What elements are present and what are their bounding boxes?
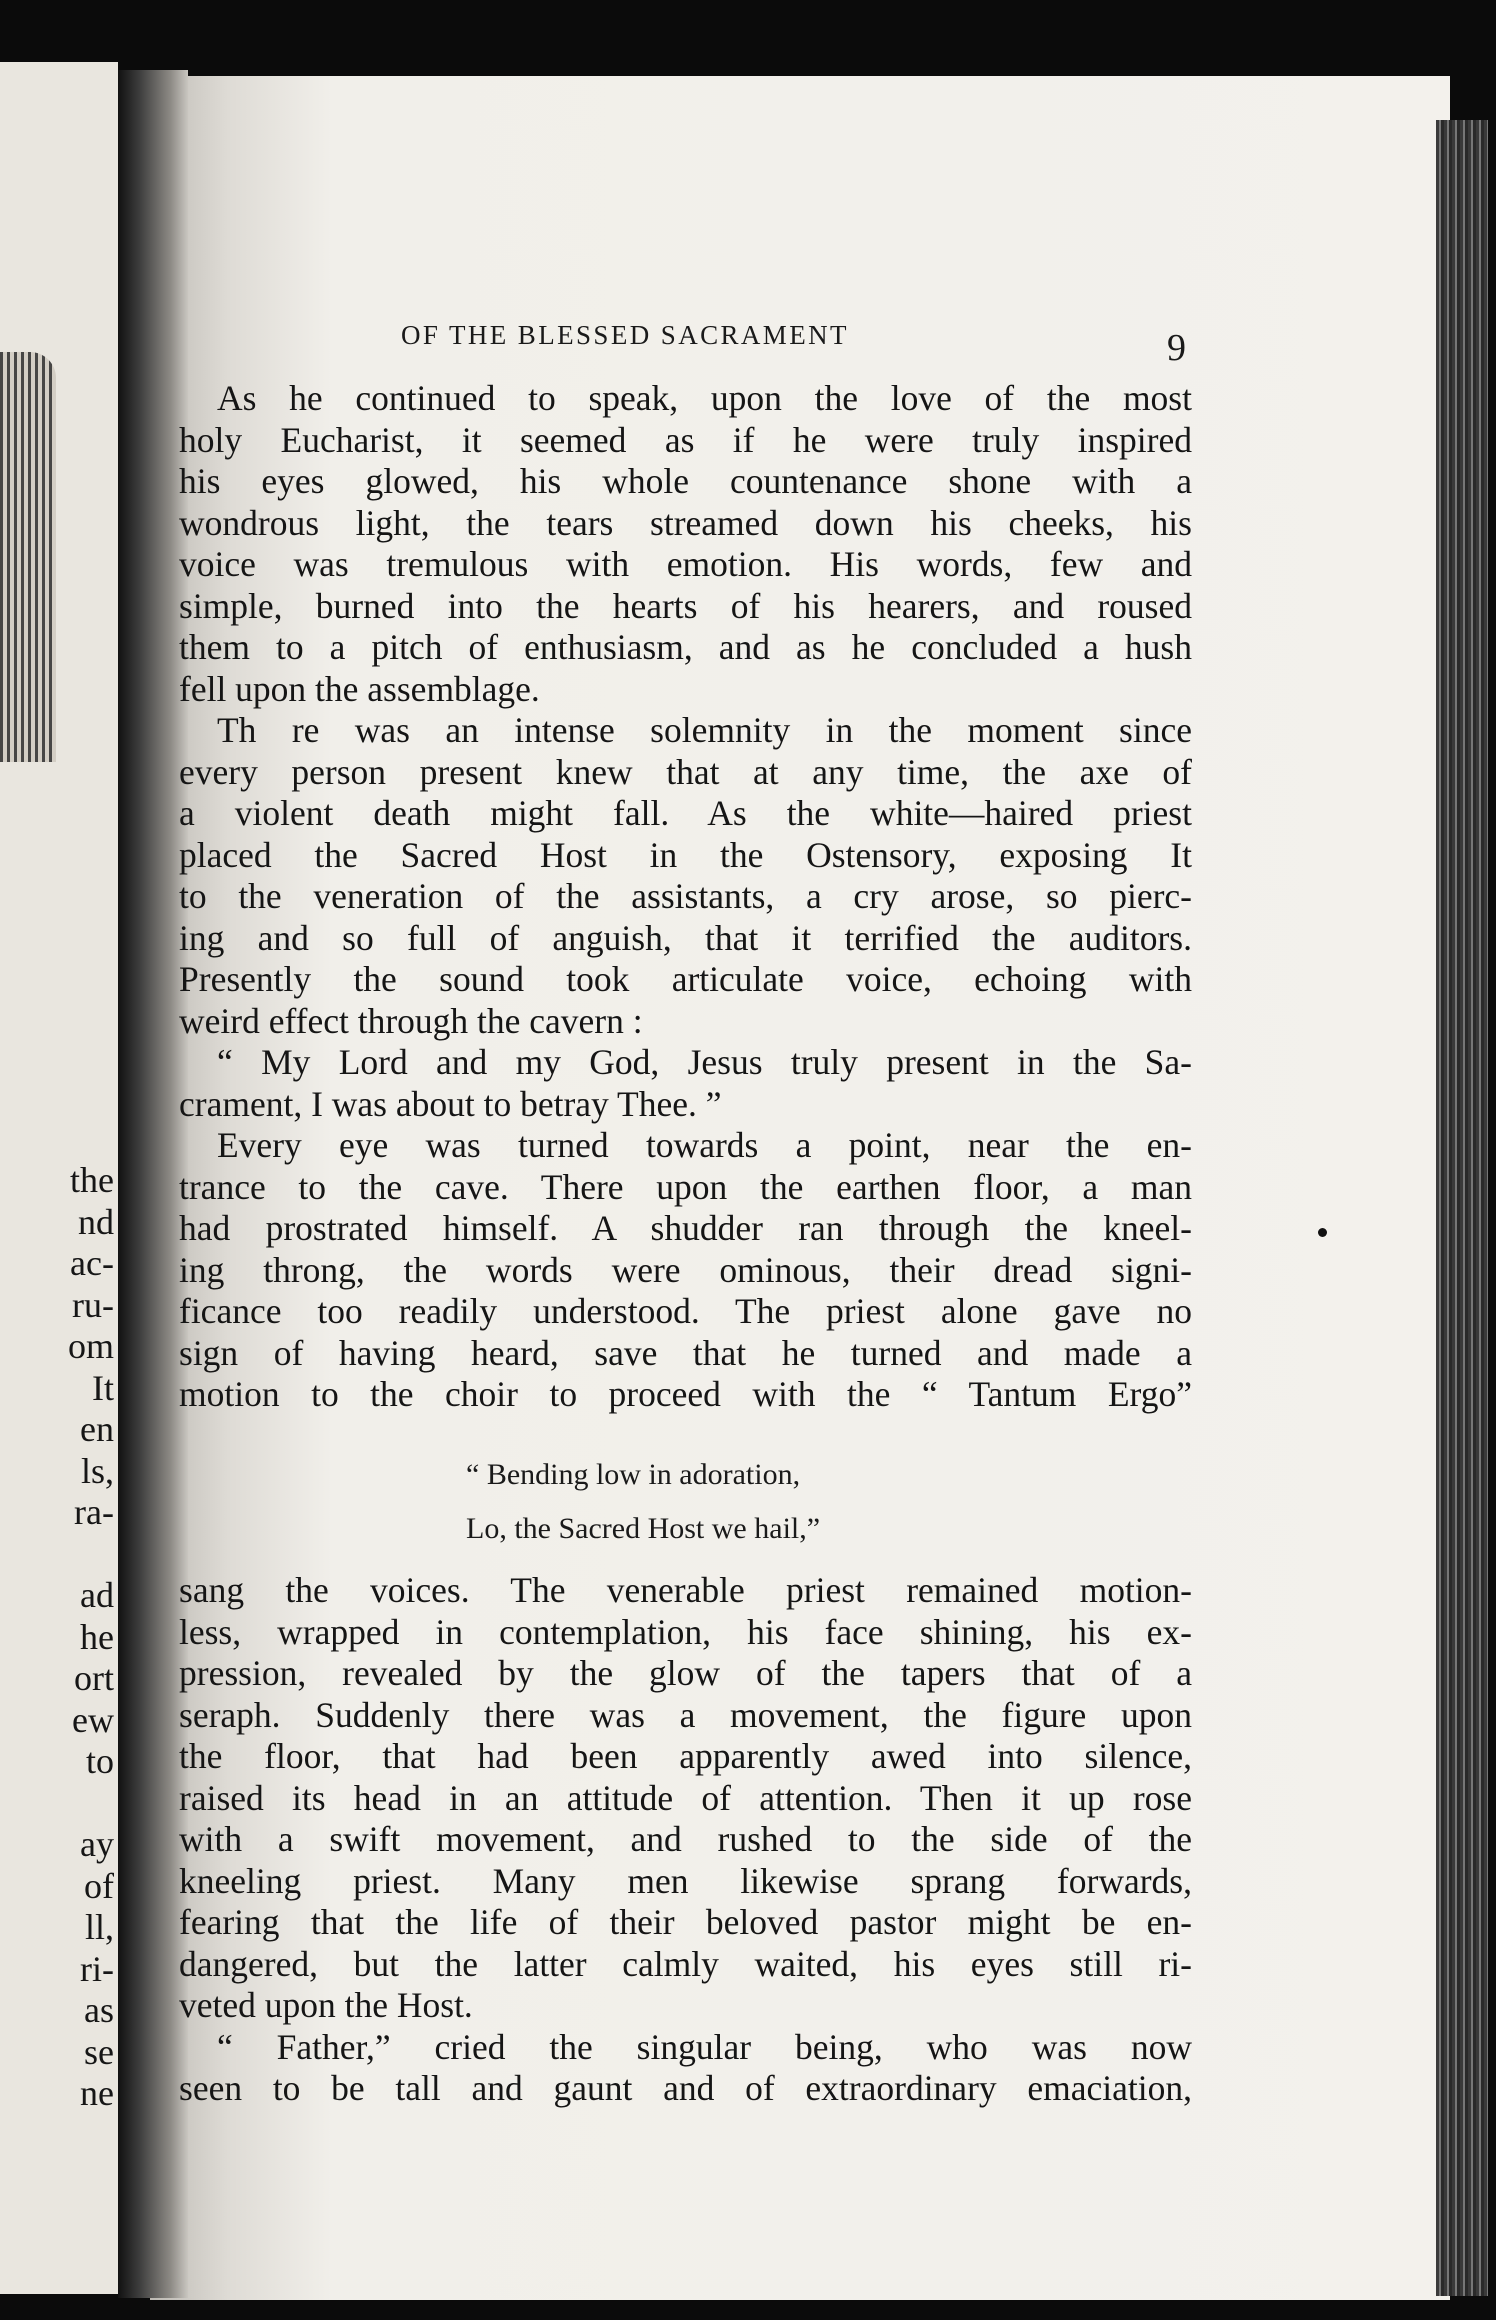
left-fragment: the [70,1160,114,1200]
left-page-text-fragments [68,1160,114,2115]
text-line: simple, burned into the hearts of his hearers, and roused [179,585,1192,626]
text-line: veted upon the Host. [179,1985,473,2025]
left-fragment: ls, [80,1450,114,1491]
text-line: “ My Lord and my God, Jesus truly present in the Sa- [217,1042,1192,1082]
text-line: “ Father,” cried the singular being, who was now [217,2026,1192,2067]
text-line: sang the voices. The venerable priest remained motion- [179,1570,1192,1610]
text-line: pression, revealed by the glow of the tapers that of a [179,1653,1192,1693]
text-line: kneeling priest. Many men likewise sprang forwards, [179,1860,1192,1901]
scan-speck [1318,1228,1327,1237]
text-line: ing throng, the words were ominous, their dread signi- [179,1249,1192,1290]
left-fragment: ay [80,1824,114,1864]
text-line: his eyes glowed, his whole countenance shone with a [179,461,1192,501]
text-line: ficance too readily understood. The priest alone gave no [179,1291,1192,1331]
text-line: seraph. Suddenly there was a movement, the figure upon [179,1694,1192,1735]
text-line: sign of having heard, save that he turned and made a [179,1332,1192,1373]
running-head: OF THE BLESSED SACRAMENT [401,320,849,350]
left-fragment: se [84,2031,114,2072]
text-line: ing and so full of anguish, that it terrified the auditors. [179,917,1192,958]
text-line: wondrous light, the tears streamed down his cheeks, his [179,502,1192,543]
text-line: Presently the sound took articulate voice, echoing with [179,959,1192,999]
left-fragment [68,1534,114,1576]
left-fragment: ew [72,1699,114,1740]
text-line: dangered, but the latter calmly waited, his eyes still ri- [179,1943,1192,1984]
left-fragment: ra- [74,1492,114,1532]
book-gutter-shadow [118,70,188,2298]
page-number: 9 [1167,327,1186,369]
body-text-bottom [179,1570,1192,2110]
left-fragment: ri- [80,1948,114,1989]
left-fragment: he [80,1616,114,1657]
text-line: with a swift movement, and rushed to the side of the [179,1819,1192,1859]
page-stack-edge [1436,120,1488,2296]
left-fragment: en [80,1409,114,1449]
text-line: fearing that the life of their beloved pastor might be en- [179,1902,1192,1942]
body-text-top [179,378,1192,1416]
text-line: to the veneration of the assistants, a cry arose, so pierc- [179,876,1192,916]
left-fragment: ac- [70,1243,114,1283]
left-fragment: nd [78,1201,114,1242]
text-line: less, wrapped in contemplation, his face shining, his ex- [179,1611,1192,1652]
left-page-illustration-fragment [0,352,56,762]
text-line: motion to the choir to proceed with the “ Tantum Ergo” [179,1374,1192,1414]
left-fragment: as [84,1990,114,2030]
text-line: voice was tremulous with emotion. His words, few and [179,544,1192,584]
text-line: had prostrated himself. A shudder ran through the kneel- [179,1208,1192,1248]
left-fragment: om [67,1326,114,1366]
text-line: them to a pitch of enthusiasm, and as he concluded a hush [179,627,1192,667]
hymn-verse [466,1448,820,1556]
text-line: the floor, that had been apparently awed into silence, [179,1736,1192,1776]
text-line: every person present knew that at any time, the axe of [179,751,1192,792]
text-line: weird effect through the cavern : [179,1000,643,1041]
text-line: As he continued to speak, upon the love of the most [217,378,1192,418]
left-fragment: It [92,1367,114,1408]
left-fragment: ne [80,2073,114,2113]
left-fragment: ad [80,1575,114,1615]
left-fragment: ort [74,1658,114,1698]
text-line: fell upon the assemblage. [179,668,540,709]
text-line: Every eye was turned towards a point, near the en- [217,1125,1192,1165]
text-line: holy Eucharist, it seemed as if he were truly inspired [179,419,1192,460]
left-fragment [68,1783,114,1825]
text-line: crament, I was about to betray Thee. ” [179,1083,722,1124]
text-line: placed the Sacred Host in the Ostensory, exposing It [179,834,1192,875]
text-line: Th re was an intense solemnity in the moment since [217,710,1192,750]
left-fragment: ll, [84,1907,114,1947]
verse-line: Lo, the Sacred Host we hail,” [466,1512,821,1545]
text-line: raised its head in an attitude of attention. Then it up rose [179,1777,1192,1818]
text-line: trance to the cave. There upon the earthen floor, a man [179,1166,1192,1207]
text-line: a violent death might fall. As the white—haired priest [179,793,1192,833]
left-fragment: to [85,1741,114,1781]
left-fragment: of [84,1865,114,1906]
left-facing-page [0,62,118,2294]
verse-line: “ Bending low in adoration, [466,1458,801,1491]
left-fragment: ru- [72,1284,114,1325]
text-line: seen to be tall and gaunt and of extraordinary emaciation, [179,2068,1192,2108]
